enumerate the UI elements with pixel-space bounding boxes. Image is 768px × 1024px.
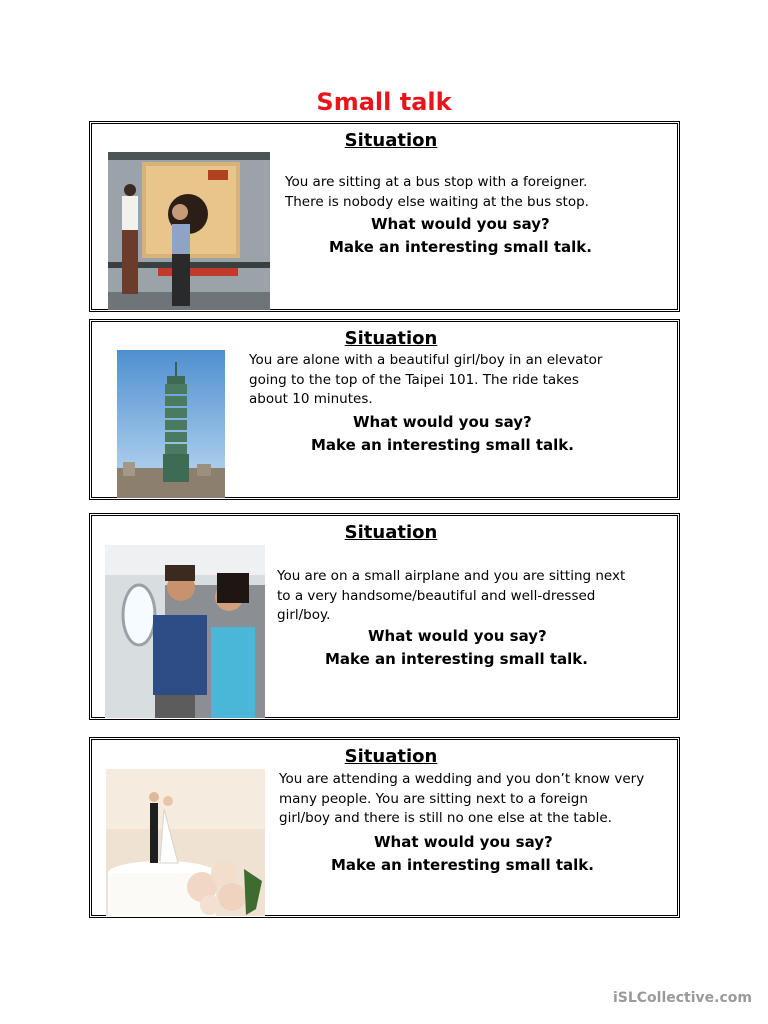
- card-heading: Situation: [344, 746, 438, 767]
- situation-description: You are on a small airplane and you are sitting next to a very handsome/beautiful and well-dressed girl/boy.: [277, 568, 626, 623]
- card-heading: Situation: [344, 522, 438, 543]
- situation-description: You are sitting at a bus stop with a foreigner. There is nobody else waiting at the bus stop.: [285, 174, 589, 210]
- prompt-text: Make an interesting small talk.: [325, 650, 588, 668]
- situation-card-airplane: [89, 513, 680, 720]
- taipei-101-photo: [117, 350, 225, 498]
- question-text: What would you say?: [374, 833, 553, 851]
- situation-description: You are attending a wedding and you don’t know very many people. You are sitting next to a foreign girl/boy and there is still no one else at the table.: [279, 771, 645, 826]
- prompt-text: Make an interesting small talk.: [311, 436, 574, 454]
- situation-card-bus-stop: [89, 121, 680, 312]
- prompt-text: Make an interesting small talk.: [329, 238, 592, 256]
- situation-card-elevator: [89, 319, 680, 500]
- wedding-cake-photo: [106, 769, 265, 916]
- card-heading: Situation: [344, 328, 438, 349]
- site-watermark: iSLCollective.com: [612, 990, 752, 1006]
- card-heading: Situation: [344, 130, 438, 151]
- bus-stop-photo: [108, 152, 270, 310]
- page-title: Small talk: [316, 88, 452, 116]
- question-text: What would you say?: [353, 413, 532, 431]
- airplane-couple-photo: [105, 545, 265, 718]
- situation-card-wedding: [89, 737, 680, 918]
- question-text: What would you say?: [371, 215, 550, 233]
- situation-description: You are alone with a beautiful girl/boy in an elevator going to the top of the Taipei 101. The ride takes about 10 minutes.: [249, 352, 603, 407]
- question-text: What would you say?: [368, 627, 547, 645]
- prompt-text: Make an interesting small talk.: [331, 856, 594, 874]
